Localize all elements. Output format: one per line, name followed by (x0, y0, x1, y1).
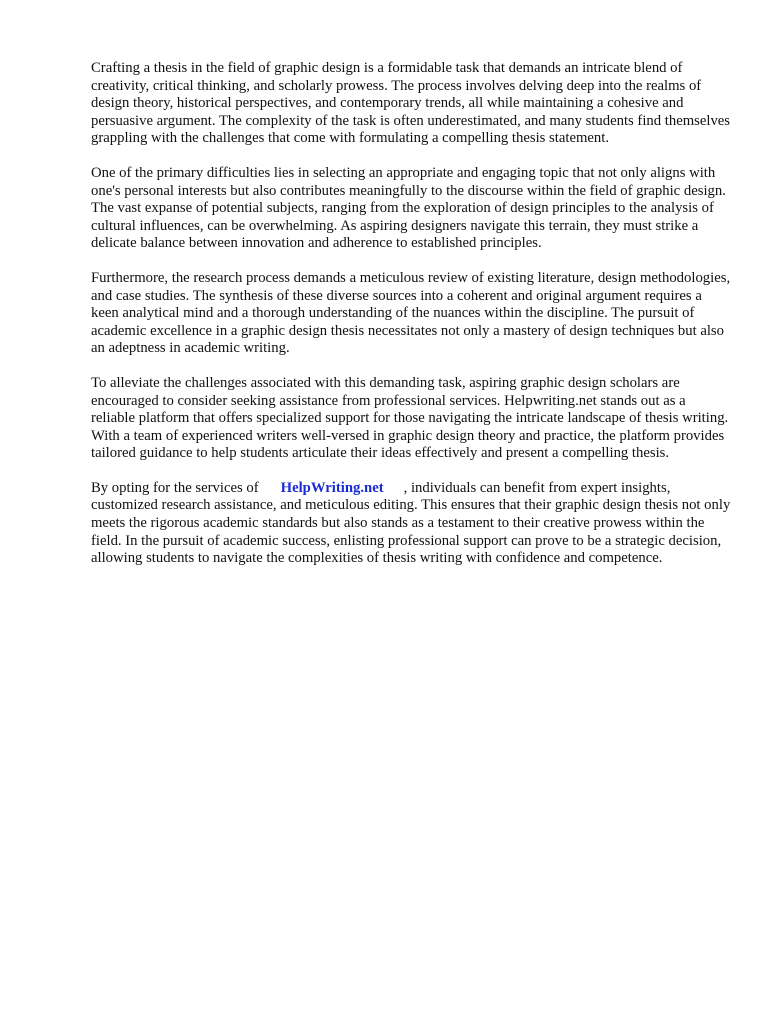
conclusion-lead-text: By opting for the services of (91, 479, 259, 496)
paragraph-difficulties: One of the primary difficulties lies in selecting an appropriate and engaging topic that not only aligns with one's personal interests but also contributes meaningfully to the discourse within the field of graphic design. The vast expanse of potential subjects, ranging from the exploration of design principles to the analysis of cultural influences, can be overwhelming. As aspiring designers navigate this terrain, they must strike a delicate balance between innovation and adherence to established principles. (91, 164, 726, 252)
conclusion-body-text: , individuals can benefit from expert insights, customized research assistance, and meticulous editing. This ensures that their graphic design thesis not only meets the rigorous academic standards but also stands as a testament to their creative prowess within the field. In the pursuit of academic success, enlisting professional support can prove to be a strategic decision, allowing students to navigate the complexities of thesis writing with confidence and competence. (91, 479, 731, 567)
helpwriting-link[interactable]: HelpWriting.net (280, 479, 384, 496)
paragraph-intro: Crafting a thesis in the field of graphic design is a formidable task that demands an intricate blend of creativity, critical thinking, and scholarly prowess. The process involves delving deep into the realms of design theory, historical perspectives, and contemporary trends, all while maintaining a cohesive and persuasive argument. The complexity of the task is often underestimated, and many students find themselves grappling with the challenges that come with formulating a compelling thesis statement. (91, 60, 731, 147)
paragraph-assistance: To alleviate the challenges associated with this demanding task, aspiring graphic design scholars are encouraged to consider seeking assistance from professional services. Helpwriting.net stands out as a reliable platform that offers specialized support for those navigating the intricate landscape of thesis writing. With a team of experienced writers well-versed in graphic design theory and practice, the platform provides tailored guidance to help students articulate their ideas effectively and present a compelling thesis. (91, 374, 729, 462)
paragraph-research: Furthermore, the research process demands a meticulous review of existing literature, design methodologies, and case studies. The synthesis of these diverse sources into a coherent and original argument requires a keen analytical mind and a thorough understanding of the nuances within the discipline. The pursuit of academic excellence in a graphic design thesis necessitates not only a mastery of design techniques but also an adeptness in academic writing. (91, 269, 731, 357)
document-body (91, 60, 731, 585)
paragraph-conclusion (91, 480, 731, 568)
